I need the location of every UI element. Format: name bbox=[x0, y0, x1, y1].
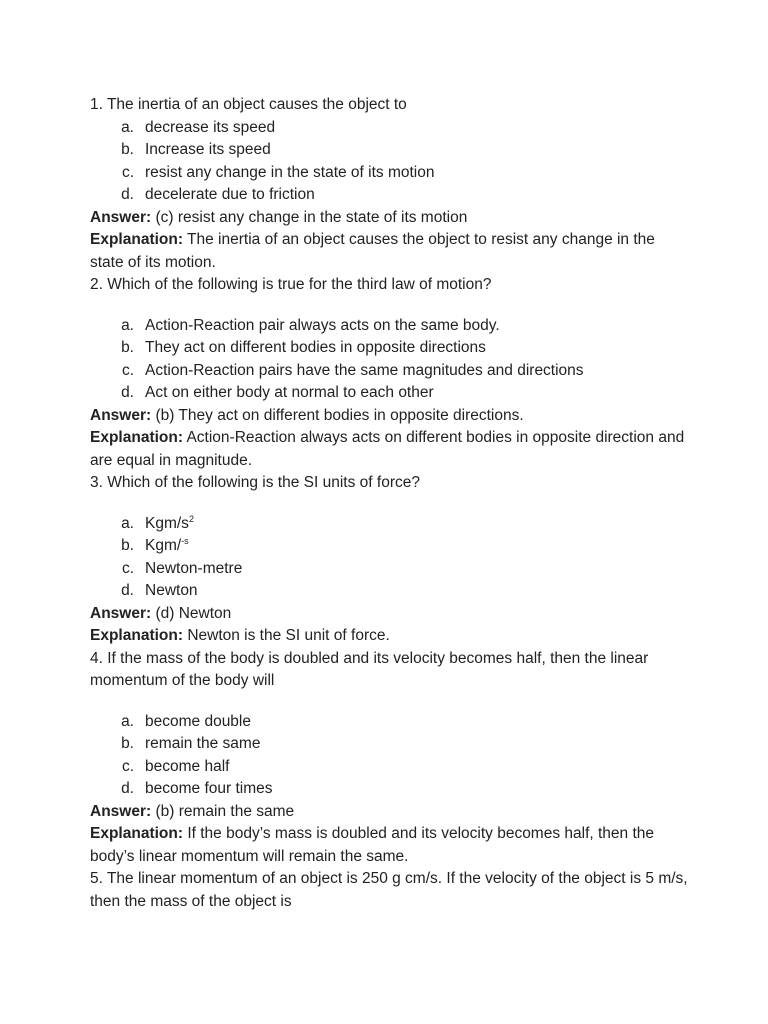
option-text-main: Newton bbox=[145, 582, 198, 599]
option-text-main: Newton-metre bbox=[145, 559, 243, 577]
answer-label: Answer: bbox=[90, 604, 152, 622]
option-item bbox=[90, 315, 690, 338]
question-block bbox=[90, 868, 690, 913]
option-spacer bbox=[135, 382, 145, 405]
explanation-label: Explanation: bbox=[90, 627, 184, 644]
option-letter: b. bbox=[121, 339, 134, 356]
spacer bbox=[90, 297, 690, 315]
option-text bbox=[145, 558, 242, 581]
option-text-main: Increase its speed bbox=[145, 141, 271, 158]
option-spacer bbox=[135, 315, 145, 338]
option-letter: c. bbox=[121, 757, 134, 775]
option-item bbox=[90, 382, 690, 405]
option-text-main: decrease its speed bbox=[145, 118, 276, 136]
option-text bbox=[145, 139, 271, 162]
explanation-label: Explanation: bbox=[90, 231, 184, 248]
option-text-main: Kgm/ bbox=[145, 537, 182, 554]
answer-text: (b) They act on different bodies in opposite directions. bbox=[151, 406, 524, 424]
answer-label: Answer: bbox=[90, 406, 152, 424]
document-page bbox=[90, 94, 690, 913]
option-item bbox=[90, 580, 690, 603]
option-text-main: Action-Reaction pairs have the same magnitudes and directions bbox=[145, 361, 584, 379]
option-spacer bbox=[135, 558, 145, 581]
spacer bbox=[90, 495, 690, 513]
option-spacer bbox=[135, 513, 145, 536]
option-item bbox=[90, 558, 690, 581]
question-block bbox=[90, 94, 690, 274]
option-spacer bbox=[135, 778, 145, 801]
option-text-main: They act on different bodies in opposite directions bbox=[145, 339, 486, 356]
question-block bbox=[90, 648, 690, 869]
question-block bbox=[90, 472, 690, 648]
answer-line bbox=[90, 207, 690, 230]
answer-text: (c) resist any change in the state of its motion bbox=[151, 208, 468, 226]
option-spacer bbox=[135, 337, 145, 360]
option-spacer bbox=[135, 580, 145, 603]
option-item bbox=[90, 733, 690, 756]
explanation-line bbox=[90, 427, 690, 472]
option-text bbox=[145, 117, 275, 140]
explanation-text: Newton is the SI unit of force. bbox=[183, 627, 390, 644]
answer-line bbox=[90, 801, 690, 824]
option-text bbox=[145, 580, 198, 603]
option-item bbox=[90, 184, 690, 207]
option-letter: b. bbox=[121, 735, 134, 752]
option-text-main: become half bbox=[145, 757, 230, 775]
option-text bbox=[145, 778, 273, 801]
explanation-text: If the body’s mass is doubled and its velocity becomes half, then the body’s linear momentum will remain the same. bbox=[90, 825, 655, 865]
option-item bbox=[90, 778, 690, 801]
explanation-line bbox=[90, 625, 690, 648]
option-text bbox=[145, 513, 194, 536]
question-text: 4. If the mass of the body is doubled and its velocity becomes half, then the linear momentum of the body will bbox=[90, 649, 649, 689]
options-list bbox=[90, 117, 690, 207]
option-item bbox=[90, 360, 690, 383]
option-text-main: Kgm/s bbox=[145, 514, 189, 532]
option-letter: a. bbox=[121, 712, 134, 730]
option-text bbox=[145, 162, 435, 185]
option-letter: a. bbox=[121, 316, 134, 334]
option-letter: d. bbox=[121, 582, 134, 599]
question-text: 1. The inertia of an object causes the object to bbox=[90, 96, 407, 113]
question-text: 5. The linear momentum of an object is 250 g cm/s. If the velocity of the object is 5 m/s, then the mass of the object is bbox=[90, 870, 688, 910]
option-text-main: become double bbox=[145, 712, 251, 730]
option-letter: b. bbox=[121, 537, 134, 554]
question-text: 3. Which of the following is the SI units of force? bbox=[90, 474, 420, 491]
option-item bbox=[90, 162, 690, 185]
spacer bbox=[90, 693, 690, 711]
option-text bbox=[145, 535, 189, 558]
option-item bbox=[90, 117, 690, 140]
option-text bbox=[145, 337, 486, 360]
option-item bbox=[90, 337, 690, 360]
option-letter: a. bbox=[121, 514, 134, 532]
question-text: 2. Which of the following is true for the third law of motion? bbox=[90, 276, 492, 293]
option-spacer bbox=[135, 756, 145, 779]
answer-text: (b) remain the same bbox=[151, 802, 295, 820]
answer-text: (d) Newton bbox=[151, 604, 232, 622]
explanation-label: Explanation: bbox=[90, 429, 184, 446]
explanation-text: Action-Reaction always acts on different bodies in opposite direction and are equal in magnitude. bbox=[90, 429, 685, 469]
option-item bbox=[90, 711, 690, 734]
option-superscript: -s bbox=[181, 536, 189, 546]
explanation-label: Explanation: bbox=[90, 825, 184, 842]
option-text bbox=[145, 382, 434, 405]
option-spacer bbox=[135, 535, 145, 558]
option-spacer bbox=[135, 184, 145, 207]
explanation-line bbox=[90, 229, 690, 274]
explanation-line bbox=[90, 823, 690, 868]
option-letter: d. bbox=[121, 780, 134, 797]
option-item bbox=[90, 513, 690, 536]
options-list bbox=[90, 711, 690, 801]
option-text bbox=[145, 733, 260, 756]
option-letter: c. bbox=[121, 559, 134, 577]
option-text-main: Action-Reaction pair always acts on the same body. bbox=[145, 316, 500, 334]
option-letter: d. bbox=[121, 186, 134, 203]
answer-line bbox=[90, 405, 690, 428]
option-text-main: decelerate due to friction bbox=[145, 186, 315, 203]
question-block bbox=[90, 274, 690, 472]
option-spacer bbox=[135, 360, 145, 383]
options-list bbox=[90, 513, 690, 603]
option-text bbox=[145, 184, 315, 207]
option-text bbox=[145, 711, 251, 734]
option-letter: c. bbox=[121, 361, 134, 379]
option-spacer bbox=[135, 711, 145, 734]
explanation-text: The inertia of an object causes the object to resist any change in the state of its motion. bbox=[90, 231, 655, 271]
option-text bbox=[145, 315, 500, 338]
option-spacer bbox=[135, 117, 145, 140]
answer-label: Answer: bbox=[90, 208, 152, 226]
option-letter: b. bbox=[121, 141, 134, 158]
option-text-main: become four times bbox=[145, 780, 273, 797]
option-letter: a. bbox=[121, 118, 134, 136]
option-text bbox=[145, 360, 584, 383]
answer-label: Answer: bbox=[90, 802, 152, 820]
option-text-main: remain the same bbox=[145, 735, 261, 752]
option-item bbox=[90, 535, 690, 558]
option-item bbox=[90, 139, 690, 162]
answer-line bbox=[90, 603, 690, 626]
option-text bbox=[145, 756, 229, 779]
option-item bbox=[90, 756, 690, 779]
option-spacer bbox=[135, 733, 145, 756]
option-text-main: Act on either body at normal to each other bbox=[145, 384, 434, 401]
option-spacer bbox=[135, 162, 145, 185]
option-letter: c. bbox=[121, 163, 134, 181]
options-list bbox=[90, 315, 690, 405]
option-spacer bbox=[135, 139, 145, 162]
option-superscript: 2 bbox=[188, 513, 194, 524]
option-text-main: resist any change in the state of its motion bbox=[145, 163, 435, 181]
option-letter: d. bbox=[121, 384, 134, 401]
